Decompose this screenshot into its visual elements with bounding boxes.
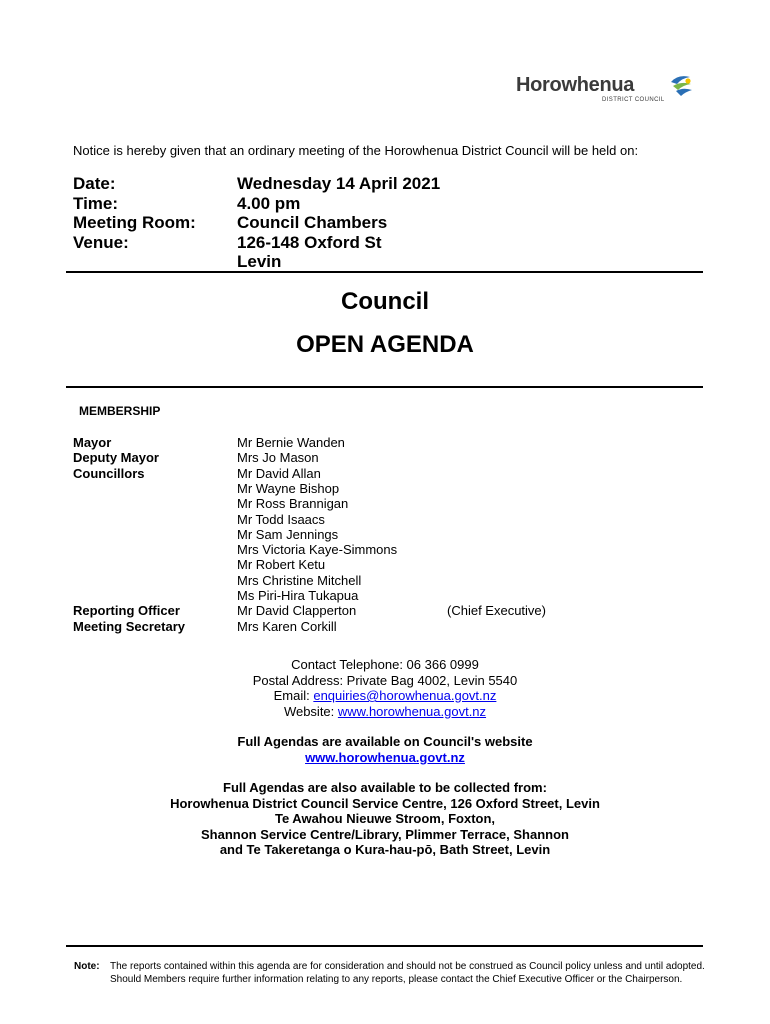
role-mayor: Mayor xyxy=(73,435,112,450)
agendas-website-link[interactable]: www.horowhenua.govt.nz xyxy=(305,749,465,765)
website-link[interactable]: www.horowhenua.govt.nz xyxy=(337,703,487,719)
email-label: Email: xyxy=(273,688,314,703)
agendas-online-link-line xyxy=(0,750,770,766)
member-name: Mr David Allan xyxy=(237,465,321,481)
agendas-online-text: Full Agendas are available on Council's website xyxy=(237,734,533,749)
date-label: Date: xyxy=(73,174,116,193)
member-name: Mrs Jo Mason xyxy=(237,450,319,466)
member-name: Mr Bernie Wanden xyxy=(237,435,345,450)
contact-postal: Postal Address: Private Bag 4002, Levin 5540 xyxy=(252,672,518,688)
reporting-officer-title: (Chief Executive) xyxy=(447,603,546,619)
collection-location: Shannon Service Centre/Library, Plimmer Terrace, Shannon xyxy=(201,826,569,842)
contact-telephone: Contact Telephone: 06 366 0999 xyxy=(291,657,479,672)
email-link[interactable]: enquiries@horowhenua.govt.nz xyxy=(313,688,497,703)
divider-bottom xyxy=(66,945,703,947)
logo-mark-icon xyxy=(668,72,694,98)
member-name: Ms Piri-Hira Tukapua xyxy=(237,588,359,603)
venue-label: Venue: xyxy=(73,232,129,252)
footnote-text: The reports contained within this agenda are for consideration and should not be construed as Council policy unless and until adopted. Should Members require further information relating to any reports, please contact the Chief Executive Officer or the Chairperson. xyxy=(110,961,705,985)
meeting-room-value: Council Chambers xyxy=(237,213,388,232)
logo-wordmark: Horowhenua xyxy=(516,74,635,96)
role-reporting-officer: Reporting Officer xyxy=(73,603,180,619)
footnote xyxy=(74,961,705,985)
agendas-collect-heading: Full Agendas are also available to be collected from: xyxy=(223,780,547,795)
member-name: Mr Sam Jennings xyxy=(237,526,339,542)
member-name: Mrs Victoria Kaye-Simmons xyxy=(237,542,398,558)
date-value: Wednesday 14 April 2021 xyxy=(237,174,441,193)
collection-location: and Te Takeretanga o Kura-hau-pō, Bath Street, Levin xyxy=(219,842,551,857)
member-name: Mr Todd Isaacs xyxy=(237,511,325,527)
contact-website-line xyxy=(0,704,770,720)
divider-top xyxy=(66,271,703,273)
role-councillors: Councillors xyxy=(73,465,145,481)
page-subtitle: OPEN AGENDA xyxy=(296,331,474,358)
collection-location: Te Awahou Nieuwe Stroom, Foxton, xyxy=(274,811,496,826)
footnote-label: Note: xyxy=(74,961,100,972)
role-deputy-mayor: Deputy Mayor xyxy=(73,450,159,466)
council-logo xyxy=(516,72,696,106)
website-label: Website: xyxy=(283,703,338,719)
logo-subtitle: DISTRICT COUNCIL xyxy=(602,97,665,103)
collection-location: Horowhenua District Council Service Centre, 126 Oxford Street, Levin xyxy=(170,795,600,811)
member-name: Mr Ross Brannigan xyxy=(237,496,349,512)
member-name: Mrs Christine Mitchell xyxy=(237,572,362,588)
membership-heading: MEMBERSHIP xyxy=(79,404,161,418)
divider-middle xyxy=(66,386,703,388)
meeting-room-label: Meeting Room: xyxy=(73,213,196,232)
venue-city-value: Levin xyxy=(237,252,282,271)
member-name: Mr Wayne Bishop xyxy=(237,480,340,496)
member-name: Mrs Karen Corkill xyxy=(237,618,337,634)
time-label: Time: xyxy=(73,193,119,213)
meeting-notice: Notice is hereby given that an ordinary meeting of the Horowhenua District Council will be held on: xyxy=(73,143,639,158)
time-value: 4.00 pm xyxy=(237,193,301,213)
venue-value: 126-148 Oxford St xyxy=(237,232,382,252)
page-title: Council xyxy=(341,288,429,315)
member-name: Mr David Clapperton xyxy=(237,603,357,619)
member-name: Mr Robert Ketu xyxy=(237,557,326,573)
contact-email-line xyxy=(0,688,770,704)
role-meeting-secretary: Meeting Secretary xyxy=(73,618,185,634)
